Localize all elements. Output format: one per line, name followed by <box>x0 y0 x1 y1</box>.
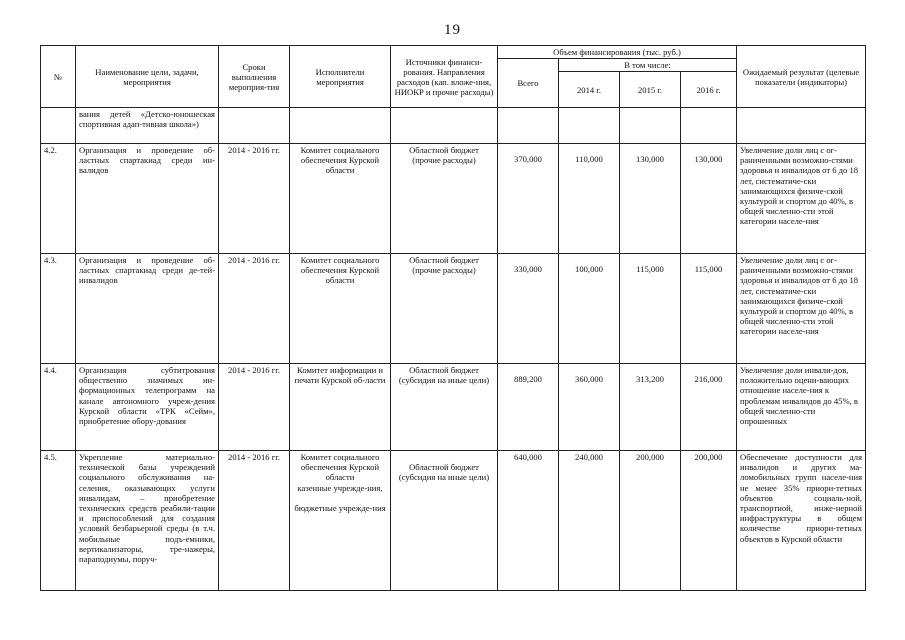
row-source: Областной бюджет (субсидия на иные цели) <box>391 451 498 591</box>
row-result: Обеспечение доступности для инвалидов и других ма-ломобильных групп населе-ния не менее 35% приори-тетных объектов социаль-ной, транспортной, инже-нерной инфраструктуры в общем количестве приори-тетных объектов в Курской области <box>737 451 866 591</box>
header-name: Наименование цели, задачи, мероприятия <box>76 46 219 108</box>
row-2014: 240,000 <box>559 451 620 591</box>
row-executor: Комитет информации и печати Курской об-ласти <box>290 364 391 451</box>
header-funding: Объем финансирования (тыс. руб.) <box>498 46 737 59</box>
row-result: Увеличение доли лиц с ог-раниченными возможно-стями здоровья и инвалидов от 6 до 18 лет, систематиче-ски занимающихся физиче-ской культурой и спортом до 40%, в общей численно-сти этой категории населе-ния <box>737 144 866 254</box>
row-total: 370,000 <box>498 144 559 254</box>
header-sources: Источники финанси-рования. Направления расходов (кап. вложе-ния, НИОКР и прочие расходы) <box>391 46 498 108</box>
funding-table <box>40 45 866 591</box>
row-executor-1: Комитет социального обеспечения Курской области <box>300 452 380 483</box>
row-result: Увеличение доли инвали-дов, положительно оцени-вающих отношение населе-ния к проблемам инвалидов до 45%, в общей численно-сти опрошенных <box>737 364 866 451</box>
table-row <box>41 254 866 364</box>
row-num: 4.2. <box>41 144 76 254</box>
header-2016: 2016 г. <box>681 72 737 108</box>
row-result: Увеличение доли лиц с ог-раниченными возможно-стями здоровья и инвалидов от 6 до 18 лет, систематиче-ски занимающихся физиче-ской культурой и спортом до 40%, в общей численно-сти этой категории населе-ния <box>737 254 866 364</box>
row-terms: 2014 - 2016 гг. <box>219 364 290 451</box>
row-terms: 2014 - 2016 гг. <box>219 144 290 254</box>
row-source: Областной бюджет (прочие расходы) <box>391 144 498 254</box>
row-2016: 216,000 <box>681 364 737 451</box>
row-2014: 110,000 <box>559 144 620 254</box>
row-executor-3: бюджетные учрежде-ния <box>294 502 386 513</box>
row-name: вания детей «Детско-юношеская спортивная адап-тивная школа») <box>76 108 219 144</box>
header-2015: 2015 г. <box>620 72 681 108</box>
row-terms: 2014 - 2016 гг. <box>219 451 290 591</box>
row-2015: 115,000 <box>620 254 681 364</box>
page-number: 19 <box>444 22 461 38</box>
table-row <box>41 144 866 254</box>
row-num: 4.5. <box>41 451 76 591</box>
row-2015: 200,000 <box>620 451 681 591</box>
row-total: 640,000 <box>498 451 559 591</box>
row-name: Организация субтитрования общественно значимых ин-формационных телепрограмм на канале автономного учреж-дения Курской области «ТРК «Сейм», приобретение обору-дования <box>76 364 219 451</box>
header-including: В том числе: <box>559 59 737 72</box>
header-2014: 2014 г. <box>559 72 620 108</box>
row-2016: 115,000 <box>681 254 737 364</box>
row-2014: 100,000 <box>559 254 620 364</box>
row-2016: 200,000 <box>681 451 737 591</box>
row-total: 330,000 <box>498 254 559 364</box>
row-num: 4.3. <box>41 254 76 364</box>
row-executor <box>290 451 391 591</box>
row-total: 889,200 <box>498 364 559 451</box>
table-row <box>41 364 866 451</box>
row-executor: Комитет социального обеспечения Курской области <box>290 254 391 364</box>
row-num: 4.4. <box>41 364 76 451</box>
row-name: Организация и проведение об-ластных спартакиад среди де-тей-инвалидов <box>76 254 219 364</box>
header-num: № <box>41 46 76 108</box>
row-executor: Комитет социального обеспечения Курской области <box>290 144 391 254</box>
row-source: Областной бюджет (субсидия на иные цели) <box>391 364 498 451</box>
table-row <box>41 451 866 591</box>
table-row <box>41 108 866 144</box>
row-2014: 360,000 <box>559 364 620 451</box>
row-source: Областной бюджет (прочие расходы) <box>391 254 498 364</box>
row-name: Укрепление материально-технической базы учреждений социального обслуживания на-селения, оказывающих услуги инвалидам, – приобретение технических средств реабили-тации и приспособлений для создания условий безбарьерной среды (в т.ч. мобильные подъ-емники, вертикализаторы, тре-нажеры, параподиумы, поруч- <box>76 451 219 591</box>
row-name: Организация и проведение об-ластных спартакиад среди ин-валидов <box>76 144 219 254</box>
row-2015: 130,000 <box>620 144 681 254</box>
row-executor-2: казенные учрежде-ния, <box>297 482 383 493</box>
row-2016: 130,000 <box>681 144 737 254</box>
header-result: Ожидаемый результат (целевые показатели (индикаторы) <box>737 46 866 108</box>
header-total: Всего <box>498 59 559 108</box>
header-terms: Сроки выполнения мероприя-тия <box>219 46 290 108</box>
row-terms: 2014 - 2016 гг. <box>219 254 290 364</box>
header-executors: Исполнители мероприятия <box>290 46 391 108</box>
row-2015: 313,200 <box>620 364 681 451</box>
